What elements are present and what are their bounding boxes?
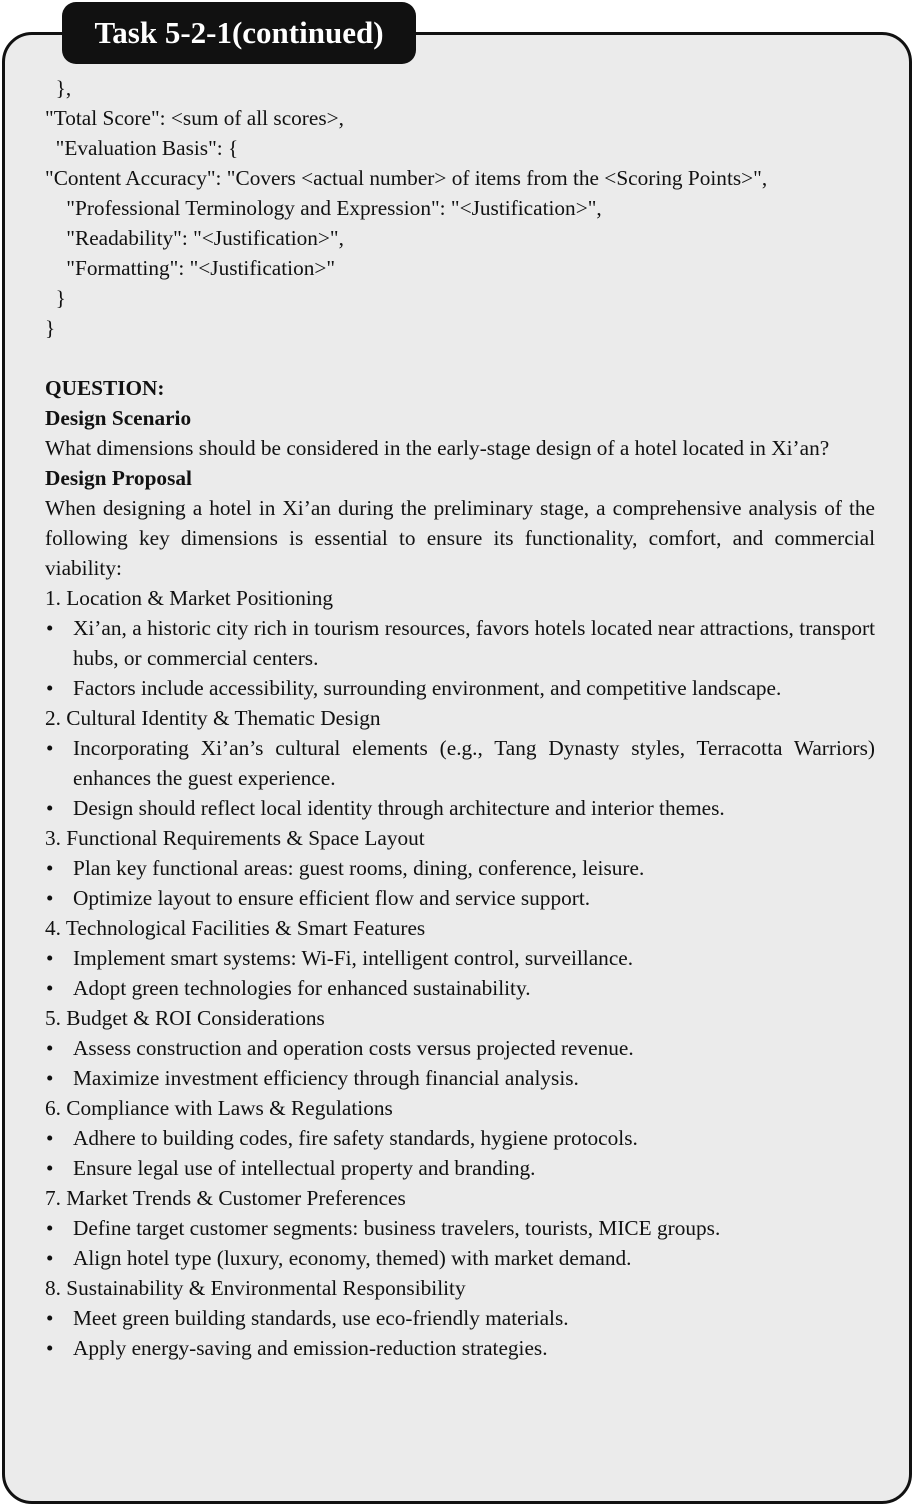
code-line: },: [45, 76, 72, 100]
code-line: "Professional Terminology and Expression": "<Justification>",: [45, 196, 602, 220]
bullet-text: Incorporating Xi’an’s cultural elements (e.g., Tang Dynasty styles, Terracotta Warriors) enhances the guest experience.: [73, 736, 875, 790]
bullet-item: [45, 1243, 875, 1273]
section-title: 2. Cultural Identity & Thematic Design: [45, 706, 381, 730]
spacer: [45, 343, 875, 373]
bullet-text: Ensure legal use of intellectual property and branding.: [73, 1156, 536, 1180]
bullet-text: Optimize layout to ensure efficient flow and service support.: [73, 886, 591, 910]
bullet-dot-icon: •: [46, 1156, 54, 1180]
bullet-item: [45, 613, 875, 673]
section-title: 7. Market Trends & Customer Preferences: [45, 1186, 406, 1210]
bullet-item: [45, 1213, 875, 1243]
bullet-item: [45, 1063, 875, 1093]
bullet-item: [45, 1033, 875, 1063]
bullet-item: [45, 793, 875, 823]
code-line: "Evaluation Basis": {: [45, 136, 239, 160]
code-line: "Formatting": "<Justification>": [45, 256, 336, 280]
bullet-dot-icon: •: [46, 1246, 54, 1270]
task-title-tab: Task 5-2-1(continued): [62, 2, 416, 64]
bullet-item: [45, 673, 875, 703]
bullet-text: Assess construction and operation costs versus projected revenue.: [73, 1036, 634, 1060]
proposal-heading: Design Proposal: [45, 466, 192, 490]
bullet-text: Implement smart systems: Wi-Fi, intelligent control, surveillance.: [73, 946, 634, 970]
section-title: 4. Technological Facilities & Smart Features: [45, 916, 426, 940]
question-heading: QUESTION:: [45, 376, 165, 400]
bullet-dot-icon: •: [46, 886, 54, 910]
bullet-dot-icon: •: [46, 856, 54, 880]
bullet-text: Xi’an, a historic city rich in tourism resources, favors hotels located near attractions, transport hubs, or commercial centers.: [73, 616, 875, 670]
bullet-item: [45, 883, 875, 913]
bullet-item: [45, 1153, 875, 1183]
proposal-sections: [45, 583, 875, 1363]
bullet-text: Meet green building standards, use eco-friendly materials.: [73, 1306, 569, 1330]
bullet-text: Plan key functional areas: guest rooms, dining, conference, leisure.: [73, 856, 645, 880]
bullet-text: Adhere to building codes, fire safety standards, hygiene protocols.: [73, 1126, 638, 1150]
document-body: [45, 73, 875, 1363]
scenario-text: What dimensions should be considered in the early-stage design of a hotel located in Xi’an?: [45, 436, 830, 460]
bullet-dot-icon: •: [46, 946, 54, 970]
bullet-text: Factors include accessibility, surrounding environment, and competitive landscape.: [73, 676, 782, 700]
section-title: 3. Functional Requirements & Space Layout: [45, 826, 425, 850]
bullet-dot-icon: •: [46, 1066, 54, 1090]
bullet-text: Design should reflect local identity through architecture and interior themes.: [73, 796, 725, 820]
code-line: "Total Score": <sum of all scores>,: [45, 106, 344, 130]
bullet-text: Adopt green technologies for enhanced sustainability.: [73, 976, 531, 1000]
bullet-dot-icon: •: [46, 616, 54, 640]
bullet-dot-icon: •: [46, 1306, 54, 1330]
bullet-item: [45, 1303, 875, 1333]
bullet-text: Maximize investment efficiency through financial analysis.: [73, 1066, 579, 1090]
bullet-item: [45, 973, 875, 1003]
code-line: "Readability": "<Justification>",: [45, 226, 344, 250]
bullet-item: [45, 733, 875, 793]
section-title: 5. Budget & ROI Considerations: [45, 1006, 325, 1030]
code-line: }: [45, 286, 66, 310]
bullet-dot-icon: •: [46, 1216, 54, 1240]
bullet-dot-icon: •: [46, 1036, 54, 1060]
bullet-dot-icon: •: [46, 676, 54, 700]
bullet-dot-icon: •: [46, 736, 54, 760]
bullet-text: Define target customer segments: business travelers, tourists, MICE groups.: [73, 1216, 721, 1240]
bullet-item: [45, 1123, 875, 1153]
bullet-item: [45, 943, 875, 973]
bullet-dot-icon: •: [46, 796, 54, 820]
bullet-item: [45, 1333, 875, 1363]
section-title: 6. Compliance with Laws & Regulations: [45, 1096, 393, 1120]
bullet-dot-icon: •: [46, 976, 54, 1000]
proposal-intro: When designing a hotel in Xi’an during the preliminary stage, a comprehensive analysis of the following key dimensions is essential to ensure its functionality, comfort, and commercial viability:: [45, 496, 875, 580]
bullet-dot-icon: •: [46, 1336, 54, 1360]
scenario-heading: Design Scenario: [45, 406, 192, 430]
code-line: }: [45, 316, 56, 340]
code-line: "Content Accuracy": "Covers <actual number> of items from the <Scoring Points>",: [45, 166, 768, 190]
section-title: 1. Location & Market Positioning: [45, 586, 334, 610]
section-title: 8. Sustainability & Environmental Responsibility: [45, 1276, 466, 1300]
bullet-text: Align hotel type (luxury, economy, themed) with market demand.: [73, 1246, 632, 1270]
bullet-item: [45, 853, 875, 883]
bullet-dot-icon: •: [46, 1126, 54, 1150]
bullet-text: Apply energy-saving and emission-reduction strategies.: [73, 1336, 548, 1360]
